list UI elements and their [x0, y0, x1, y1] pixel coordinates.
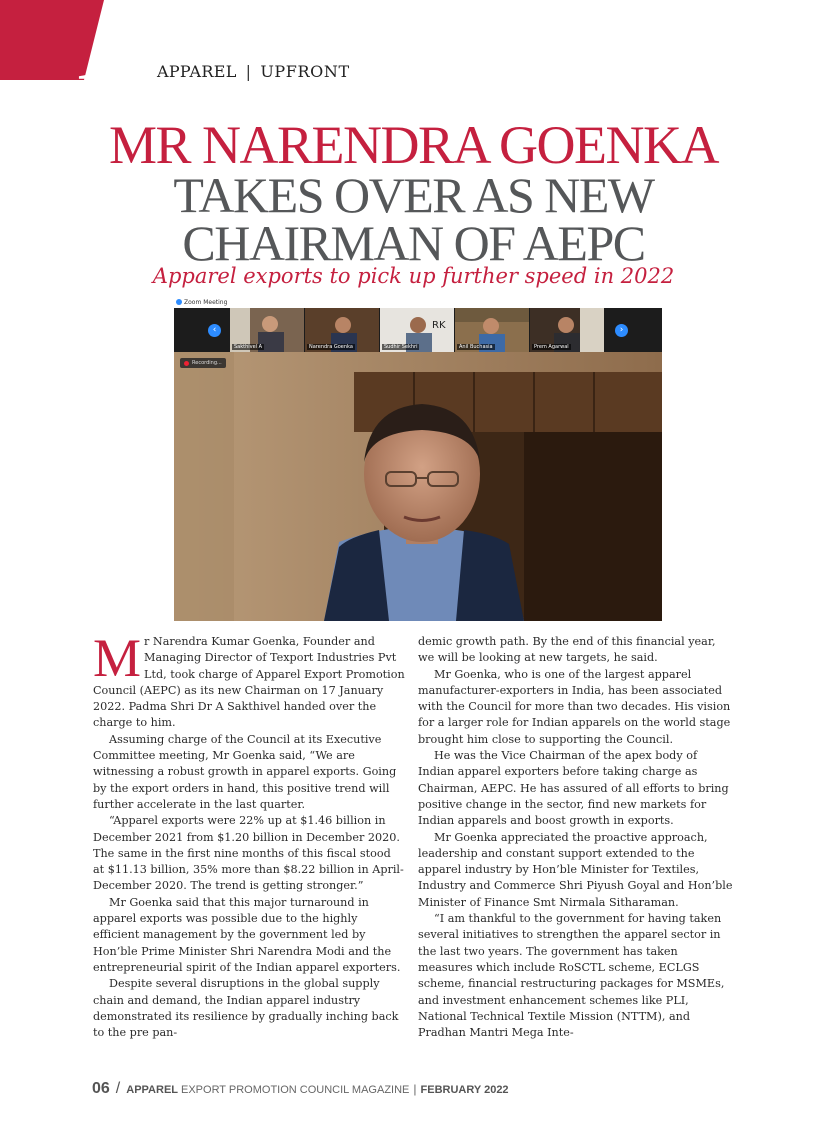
footer-pipe: |	[413, 1082, 417, 1096]
participant-name: Sudhir Sekhri	[384, 344, 418, 350]
magazine-name-bold: APPAREL	[126, 1084, 178, 1096]
recording-indicator	[180, 358, 226, 368]
page-number: 06	[92, 1080, 110, 1097]
headline-line-2: TAKES OVER AS NEW	[173, 167, 654, 223]
section-separator: |	[245, 61, 252, 81]
recording-label: Recording...	[192, 360, 222, 366]
participant-tile	[380, 308, 454, 352]
article-paragraph: Despite several disruptions in the global supply chain and demand, the Indian apparel industry demonstrated its resilience by gradually inching back to the pre pan-	[93, 977, 399, 1040]
participant-name: Narendra Goenka	[309, 344, 353, 350]
subsection-name: UPFRONT	[260, 61, 350, 81]
participant-tile	[305, 308, 379, 352]
participant-tile	[455, 308, 529, 352]
participant-name: Sakthivel A	[234, 344, 263, 350]
article-paragraph: Mr Goenka appreciated the proactive approach, leadership and constant support extended to the apparel industry by Hon’ble Minister for Textiles, Industry and Commerce Shri Piyush Goyal and Hon’ble Minister of Finance Smt Nirmala Sitharaman.	[418, 830, 733, 909]
article-paragraph: He was the Vice Chairman of the apex body of Indian apparel exporters before taking charge as Chairman, AEPC. He has assured of all efforts to bring positive change in the sector, find new markets for Indian apparels and boost growth in exports.	[418, 749, 729, 828]
chevron-right-icon[interactable]: ›	[615, 324, 628, 337]
participant-name: Prem Agarwal	[534, 344, 569, 350]
record-dot-icon	[184, 361, 189, 366]
participant-tile	[230, 308, 304, 352]
magazine-name: EXPORT PROMOTION COUNCIL MAGAZINE	[181, 1084, 410, 1096]
logo-a-mark	[0, 0, 152, 80]
article-paragraph: Mr Goenka, who is one of the largest apparel manufacturer-exporters in India, has been associated with the Council for more than two decades. His vision for a larger role for Indian apparels on the world stage brought him close to supporting the Council.	[418, 667, 731, 746]
logo-letter: A	[78, 0, 149, 80]
participant-name: Anil Buchasia	[459, 344, 493, 350]
issue-date: FEBRUARY 2022	[420, 1084, 509, 1096]
zoom-title: Zoom Meeting	[184, 298, 228, 306]
subheadline: Apparel exports to pick up further speed in 2022	[152, 264, 675, 288]
page-footer	[92, 1080, 509, 1098]
section-name: APPAREL	[157, 61, 237, 81]
footer-slash: /	[115, 1080, 121, 1097]
zoom-meeting-photo	[174, 296, 662, 621]
article-paragraph: Mr Narendra Kumar Goenka, Founder and Managing Director of Texport Industries Pvt Ltd, took charge of Apparel Export Promotion Council (AEPC) as its new Chairman on 17 January 2022. Padma Shri Dr A Sakthivel handed over the charge to him.	[93, 628, 405, 730]
svg-text:RK: RK	[432, 320, 446, 331]
magazine-logo	[0, 0, 152, 80]
article-paragraph: Assuming charge of the Council at its Executive Committee meeting, Mr Goenka said, “We are witnessing a robust growth in apparel exports. Going by the export orders in hand, this positive trend will further accelerate in the last quarter.	[93, 732, 397, 811]
zoom-title-bar	[174, 296, 662, 308]
main-video-feed	[174, 352, 662, 621]
headline-line-1: MR NARENDRA GOENKA	[108, 115, 719, 175]
participant-tile	[530, 308, 604, 352]
article-paragraph: “I am thankful to the government for having taken several initiatives to strengthen the apparel sector in the last two years. The government has taken measures which include RoSCTL scheme, ECLGS scheme, financial restructuring packages for MSMEs, and investment enhancement schemes like PLI, National Technical Textile Mission (NTTM), and Pradhan Mantri Mega Inte-	[418, 912, 725, 1040]
zoom-app-icon	[176, 299, 182, 305]
article-paragraph: demic growth path. By the end of this financial year, we will be looking at new targets, he said.	[418, 635, 716, 665]
drop-cap: M	[93, 628, 142, 688]
article-paragraph: Mr Goenka said that this major turnaround in apparel exports was possible due to the highly efficient management by the government led by Hon’ble Prime Minister Shri Narendra Modi and the entrepreneurial spirit of the Indian apparel exporters.	[93, 895, 401, 974]
section-label	[157, 60, 350, 82]
article-paragraph: “Apparel exports were 22% up at $1.46 billion in December 2021 from $1.20 billion in December 2020. The same in the first nine months of this fiscal stood at $11.13 billion, 35% more than $8.22 billion in April-December 2020. The trend is getting stronger.”	[93, 814, 404, 893]
article-column-right	[418, 634, 734, 1041]
participant-strip	[174, 308, 662, 352]
article-column-left	[93, 628, 405, 1041]
chevron-left-icon[interactable]: ‹	[208, 324, 221, 337]
headline-line-3: CHAIRMAN OF AEPC	[182, 215, 645, 271]
